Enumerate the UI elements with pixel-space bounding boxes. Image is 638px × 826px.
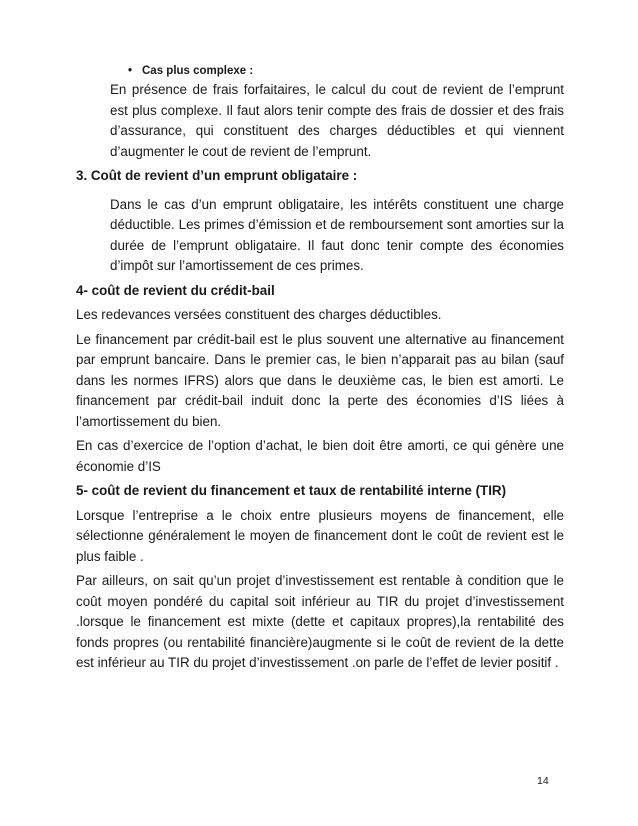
section3-paragraph: Dans le cas d’un emprunt obligataire, les intérêts constituent une charge déductible. Les primes d’émission et de remboursement sont amorties sur la durée de l’emprunt obligataire. Il faut donc tenir compte des économies d’impôt sur l’amortissement de ces primes.: [110, 196, 564, 273]
bullet-icon: •: [128, 65, 133, 77]
section4-paragraph-2: Le financement par crédit-bail est le plus souvent une alternative au financement par emprunt bancaire. Dans le premier cas, le bien n’apparait pas au bilan (sauf dans les normes IFRS) alors que dans le deuxième cas, le bien est amorti. Le financement par crédit-bail induit donc la perte des économies d’IS liées à l’amortissement du bien.: [76, 331, 564, 429]
bullet-title: Cas plus complexe :: [142, 65, 254, 77]
section5-paragraph-1: Lorsque l’entreprise a le choix entre plusieurs moyens de financement, elle sélectionne généralement le moyen de financement dont le coût de revient est le plus faible .: [76, 507, 564, 564]
section3-heading: 3. Coût de revient d’un emprunt obligataire :: [76, 168, 358, 183]
bullet-heading: [128, 62, 564, 80]
page-number: 14: [537, 775, 549, 787]
section4-heading: 4- coût de revient du crédit-bail: [76, 282, 275, 298]
page-body: [76, 62, 564, 674]
paragraph-cas-complexe: En présence de frais forfaitaires, le calcul du cout de revient de l’emprunt est plus complexe. Il faut alors tenir compte des frais de dossier et des frais d’assurance, qui constituent des charges déductibles et qui viennent d’augmenter le cout de revient de l’emprunt.: [110, 82, 564, 159]
section4-paragraph-3: En cas d’exercice de l’option d’achat, le bien doit être amorti, ce qui génère une économie d’IS: [76, 438, 564, 474]
section5-heading: 5- coût de revient du financement et taux de rentabilité interne (TIR): [76, 483, 507, 498]
section5-paragraph-2: Par ailleurs, on sait qu’un projet d’investissement est rentable à condition que le coût moyen pondéré du capital soit inférieur au TIR du projet d’investissement .lorsque le financement est mixte (dette et capitaux propres),la rentabilité des fonds propres (ou rentabilité financière)augmente si le coût de revient de la dette est inférieur au TIR du projet d’investissement .on parle de l’effet de levier positif .: [76, 573, 564, 670]
section4-paragraph-1: Les redevances versées constituent des charges déductibles.: [76, 307, 442, 322]
